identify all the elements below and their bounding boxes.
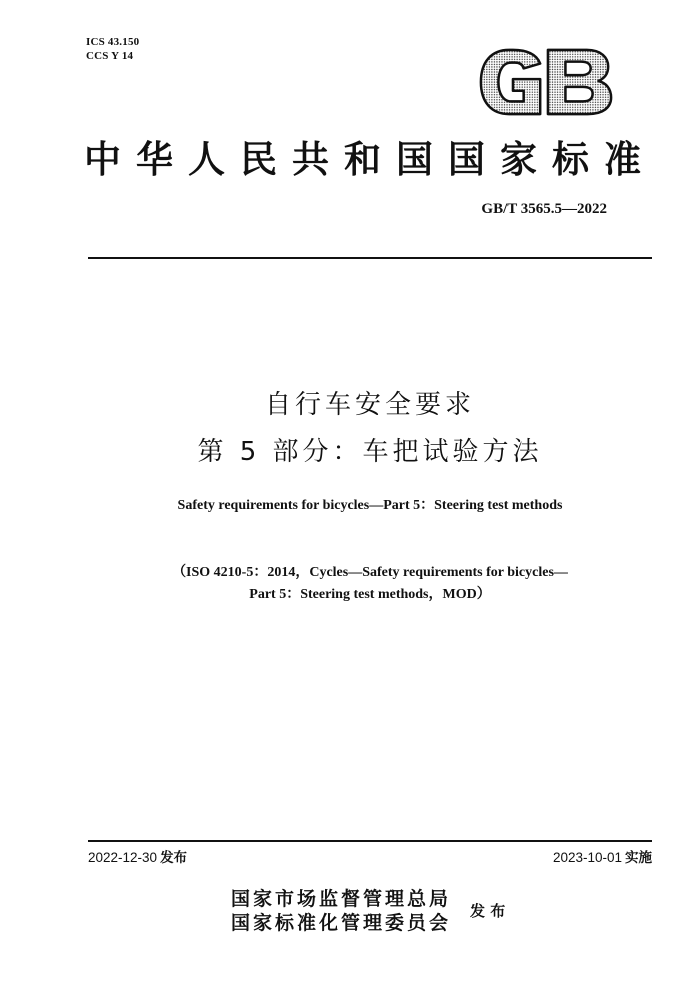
implementation-date-label: 实施	[625, 850, 652, 866]
logo-letter-g	[481, 50, 540, 114]
implementation-date	[553, 849, 652, 867]
issue-date-label: 发布	[160, 850, 188, 866]
issue-action-label: 发 布	[470, 902, 506, 920]
national-standard-title: 中华人民共和国国家标准	[84, 137, 656, 181]
adoption-note-line2: Part 5：Steering test methods，MOD）	[249, 587, 491, 602]
gb-logo	[478, 48, 614, 116]
bottom-divider	[88, 840, 652, 842]
adoption-note-line1: （ISO 4210-5：2014，Cycles—Safety requirements for bicycles—	[172, 565, 568, 580]
ics-code: ICS 43.150	[86, 36, 140, 48]
chinese-title-line1: 自行车安全要求	[264, 390, 475, 420]
chinese-title-line2: 第 5 部分：车把试验方法	[197, 437, 543, 467]
standard-number: GB/T 3565.5—2022	[481, 201, 607, 217]
logo-letter-b	[548, 50, 611, 114]
issue-date	[88, 849, 187, 867]
english-title: Safety requirements for bicycles—Part 5：Steering test methods	[177, 498, 563, 513]
implementation-date-value: 2023-10-01	[552, 850, 622, 865]
issue-date-value: 2022-12-30	[88, 850, 158, 865]
issuer-sac: 国家标准化管理委员会	[231, 912, 452, 934]
issuer-samr: 国家市场监督管理总局	[231, 888, 452, 910]
ccs-code: CCS Y 14	[86, 50, 134, 62]
top-divider	[88, 257, 652, 259]
